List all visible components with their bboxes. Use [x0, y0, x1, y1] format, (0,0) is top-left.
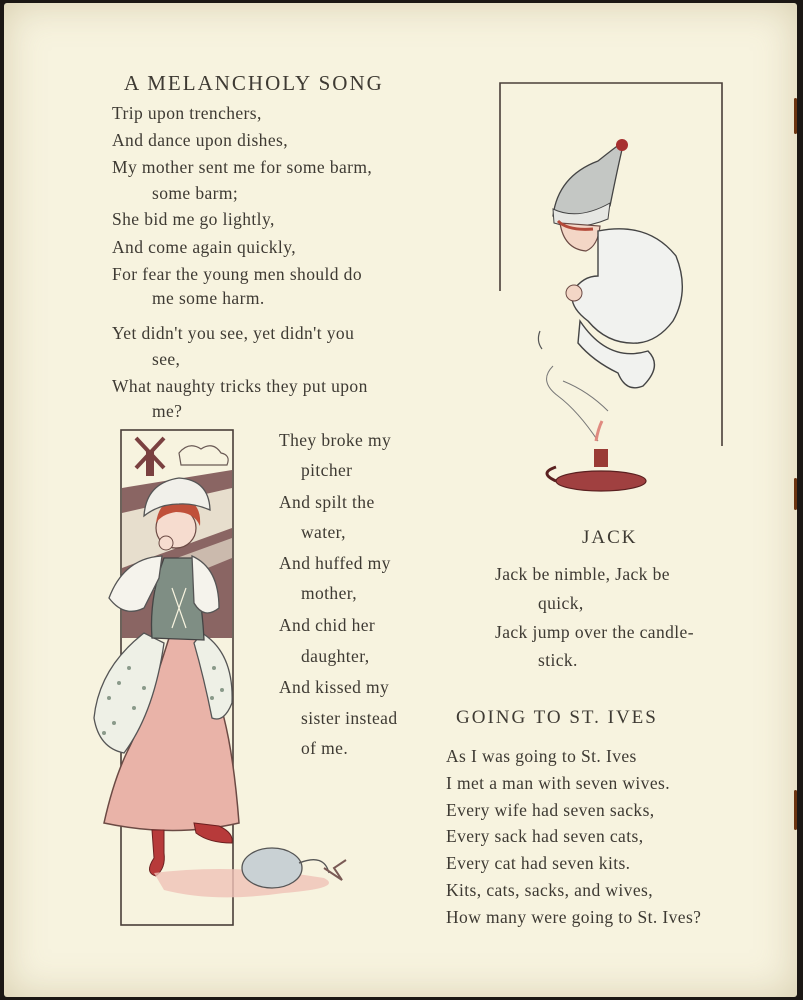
- poem-line: As I was going to St. Ives: [446, 746, 637, 766]
- page-edge-mark: [794, 98, 797, 134]
- poem-line: Jack be nimble, Jack be: [495, 564, 670, 584]
- poem-line: And come again quickly,: [112, 237, 296, 257]
- poem-line: And kissed my: [279, 677, 390, 697]
- poem-line: Kits, cats, sacks, and wives,: [446, 880, 653, 900]
- poem-line: Jack jump over the candle-: [495, 622, 694, 642]
- poem-line: me?: [152, 401, 183, 421]
- poem-line: some barm;: [152, 183, 239, 203]
- poem-line: And dance upon dishes,: [112, 130, 288, 150]
- poem-line: They broke my: [279, 430, 392, 450]
- poem-line: daughter,: [301, 646, 370, 666]
- poem-line: mother,: [301, 583, 358, 603]
- jack-illustration: [498, 81, 728, 501]
- poem-line: And huffed my: [279, 553, 391, 573]
- girl-illustration: [84, 428, 374, 933]
- poem-line: sister instead: [301, 708, 398, 728]
- book-page: [4, 3, 797, 997]
- poem-line: How many were going to St. Ives?: [446, 907, 702, 927]
- poem-line: see,: [152, 349, 181, 369]
- poem-line: me some harm.: [152, 288, 265, 308]
- poem-line: And spilt the: [279, 492, 375, 512]
- poem-line: And chid her: [279, 615, 376, 635]
- poem-line: pitcher: [301, 460, 353, 480]
- page-edge-mark: [794, 478, 797, 510]
- poem-line: Every cat had seven kits.: [446, 853, 631, 873]
- poem-line: Every wife had seven sacks,: [446, 800, 655, 820]
- poem-line: of me.: [301, 738, 349, 758]
- poem-line: stick.: [538, 650, 578, 670]
- poem-line: She bid me go lightly,: [112, 209, 275, 229]
- poem-line: Yet didn't you see, yet didn't you: [112, 323, 355, 343]
- poem-line: water,: [301, 522, 346, 542]
- jack-title: JACK: [582, 527, 638, 548]
- st-ives-title: GOING TO ST. IVES: [456, 707, 658, 728]
- melancholy-title: A MELANCHOLY SONG: [124, 71, 384, 95]
- poem-line: Every sack had seven cats,: [446, 826, 644, 846]
- poem-line: quick,: [538, 593, 584, 613]
- poem-line: Trip upon trenchers,: [112, 103, 262, 123]
- page-edge-mark: [794, 790, 797, 830]
- poem-line: What naughty tricks they put upon: [112, 376, 368, 396]
- poem-line: For fear the young men should do: [112, 264, 362, 284]
- poem-line: My mother sent me for some barm,: [112, 157, 373, 177]
- poem-line: I met a man with seven wives.: [446, 773, 670, 793]
